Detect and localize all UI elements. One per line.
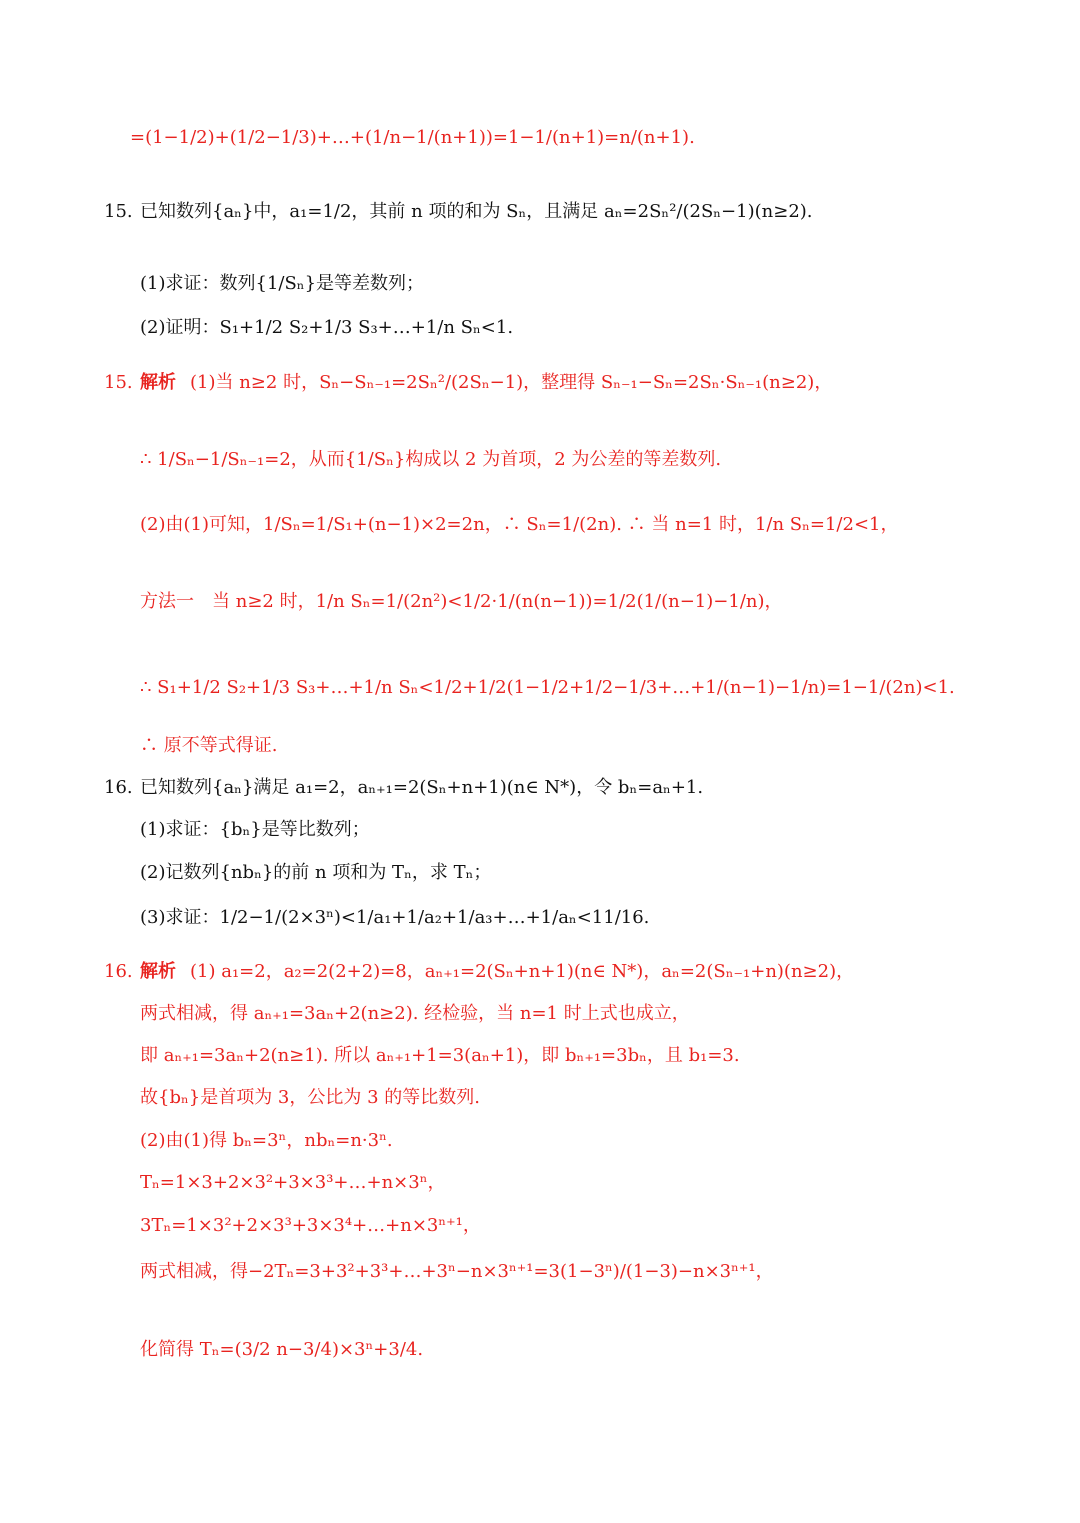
- problem-number: 16.: [104, 777, 133, 798]
- math-text: (3)求证：1/2−1/(2×3ⁿ)<1/a₁+1/a₂+1/a₃+…+1/aₙ<11/16.: [140, 907, 650, 928]
- math-text: 化简得 Tₙ=(3/2 n−3/4)×3ⁿ+3/4.: [140, 1339, 424, 1360]
- math-text: 两式相减，得 aₙ₊₁=3aₙ+2(n≥2). 经检验，当 n=1 时上式也成立，: [140, 1003, 690, 1024]
- math-text: ∴ 1/Sₙ−1/Sₙ₋₁=2，从而{1/Sₙ}构成以 2 为首项，2 为公差的等差数列.: [140, 449, 722, 470]
- math-text: (1)求证：{bₙ}是等比数列；: [140, 819, 370, 840]
- solution-label: 解析: [140, 961, 176, 982]
- text-line: [140, 906, 649, 930]
- math-text: (1)当 n≥2 时，Sₙ−Sₙ₋₁=2Sₙ²/(2Sₙ−1)，整理得 Sₙ₋₁−Sₙ=2Sₙ·Sₙ₋₁(n≥2)，: [190, 372, 833, 393]
- text-line: [140, 1044, 740, 1068]
- problem-number: 15.: [104, 372, 133, 393]
- text-line: [140, 1260, 774, 1284]
- problem-line: [104, 371, 832, 395]
- math-text: 即 aₙ₊₁=3aₙ+2(n≥1). 所以 aₙ₊₁+1=3(aₙ+1)，即 bₙ₊₁=3bₙ，且 b₁=3.: [140, 1045, 740, 1066]
- text-line: [140, 1129, 393, 1153]
- text-line: [140, 1002, 690, 1026]
- problem-number: 15.: [104, 201, 133, 222]
- math-text: 已知数列{aₙ}满足 a₁=2，aₙ₊₁=2(Sₙ+n+1)(n∈ N*)，令 bₙ=aₙ+1.: [140, 777, 704, 798]
- math-text: (2)证明：S₁+1/2 S₂+1/3 S₃+…+1/n Sₙ<1.: [140, 317, 514, 338]
- math-text: ∴ S₁+1/2 S₂+1/3 S₃+…+1/n Sₙ<1/2+1/2(1−1/2+1/2−1/3+…+1/(n−1)−1/n)=1−1/(2n)<1.: [140, 677, 955, 698]
- text-line: [140, 1086, 480, 1110]
- text-line: [140, 1338, 423, 1362]
- text-line: [140, 316, 513, 340]
- problem-line: [104, 960, 854, 984]
- text-line: [140, 448, 721, 472]
- text-line: [140, 1171, 446, 1195]
- text-line: [140, 513, 899, 537]
- math-text: Tₙ=1×3+2×3²+3×3³+…+n×3ⁿ，: [140, 1172, 446, 1193]
- math-text: 已知数列{aₙ}中，a₁=1/2，其前 n 项的和为 Sₙ，且满足 aₙ=2Sₙ²/(2Sₙ−1)(n≥2).: [140, 201, 813, 222]
- math-text: =(1−1/2)+(1/2−1/3)+…+(1/n−1/(n+1))=1−1/(n+1)=n/(n+1).: [130, 127, 695, 148]
- text-line: [140, 676, 955, 700]
- math-text: (2)记数列{nbₙ}的前 n 项和为 Tₙ，求 Tₙ；: [140, 862, 492, 883]
- math-text: (2)由(1)可知，1/Sₙ=1/S₁+(n−1)×2=2n，∴ Sₙ=1/(2n). ∴ 当 n=1 时，1/n Sₙ=1/2<1，: [140, 514, 899, 535]
- math-text: 方法一 当 n≥2 时，1/n Sₙ=1/(2n²)<1/2·1/(n(n−1))=1/2(1/(n−1)−1/n)，: [140, 591, 783, 612]
- math-text: 故{bₙ}是首项为 3，公比为 3 的等比数列.: [140, 1087, 481, 1108]
- text-line: [140, 734, 277, 758]
- text-line: [140, 590, 783, 614]
- math-text: (2)由(1)得 bₙ=3ⁿ，nbₙ=n·3ⁿ.: [140, 1130, 393, 1151]
- math-text: (1)求证：数列{1/Sₙ}是等差数列；: [140, 273, 425, 294]
- solution-label: 解析: [140, 372, 176, 393]
- math-text: 两式相减，得−2Tₙ=3+3²+3³+…+3ⁿ−n×3ⁿ⁺¹=3(1−3ⁿ)/(1−3)−n×3ⁿ⁺¹，: [140, 1261, 774, 1282]
- problem-number: 16.: [104, 961, 133, 982]
- text-line: [140, 818, 370, 842]
- problem-line: [104, 776, 703, 800]
- text-line: [130, 126, 695, 150]
- math-text: ∴ 原不等式得证.: [140, 735, 278, 756]
- math-text: 3Tₙ=1×3²+2×3³+3×3⁴+…+n×3ⁿ⁺¹，: [140, 1215, 481, 1236]
- text-line: [140, 861, 491, 885]
- math-text: (1) a₁=2，a₂=2(2+2)=8，aₙ₊₁=2(Sₙ+n+1)(n∈ N*)，aₙ=2(Sₙ₋₁+n)(n≥2)，: [190, 961, 855, 982]
- text-line: [140, 1214, 481, 1238]
- text-line: [140, 272, 424, 296]
- problem-line: [104, 200, 813, 224]
